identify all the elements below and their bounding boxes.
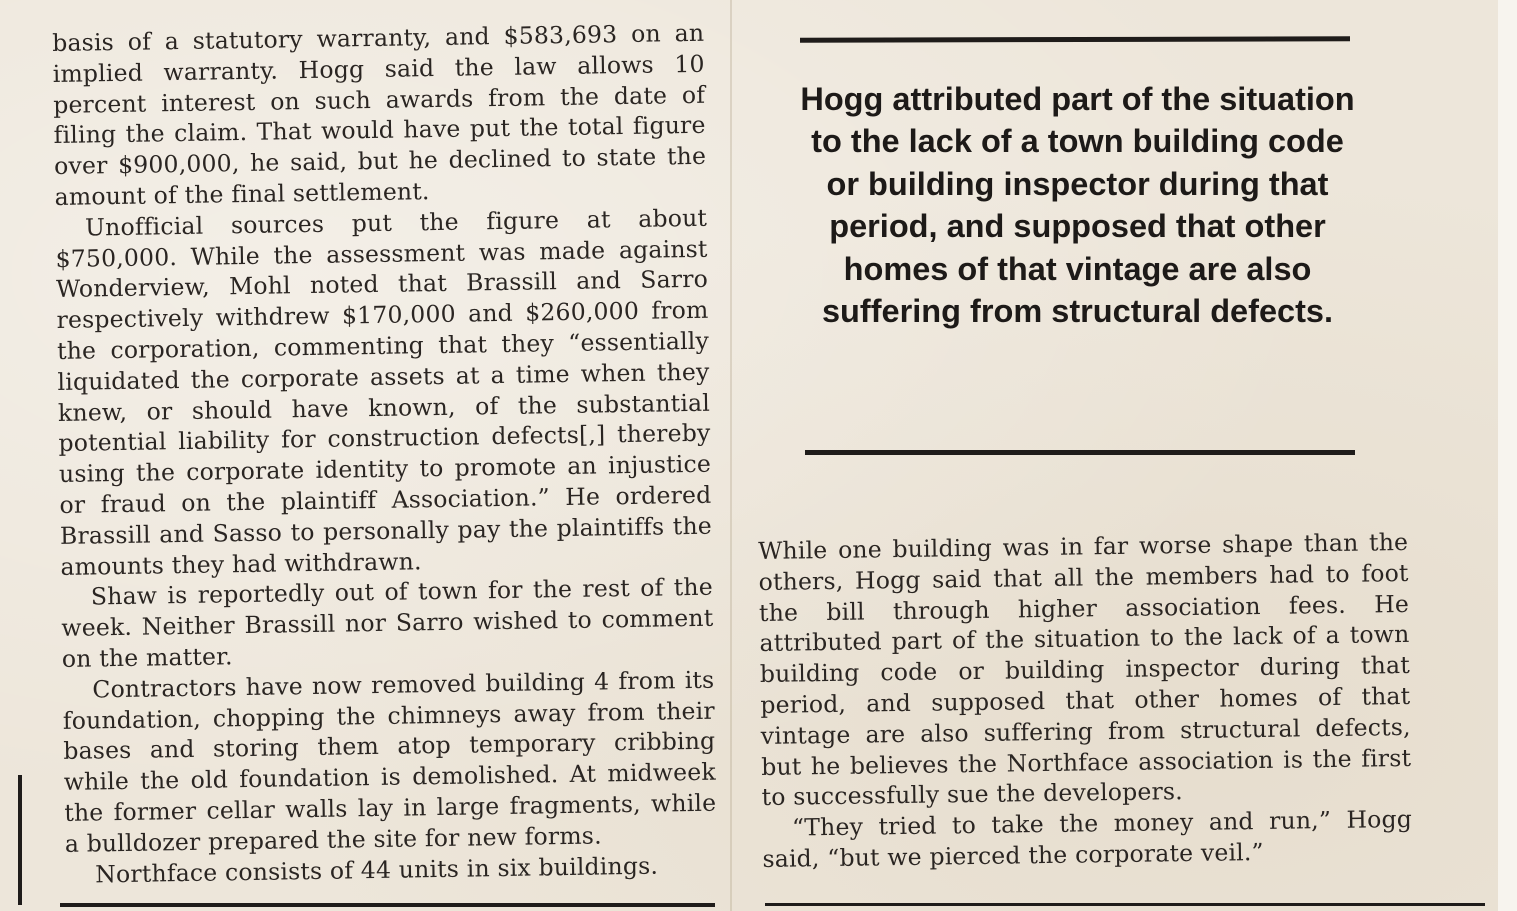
- article-paragraph: While one building was in far worse shape than the others, Hogg said that all the members had to foot the bill through higher association fees. He attributed part of the situation to the lack of a town building code or building inspector during that period, and supposed that other homes of that vintage are also suffering from structural defects, but he believes the Northface association is the first to successfully sue the developers.: [758, 527, 1412, 812]
- column-fold-shadow: [730, 0, 732, 911]
- pull-quote-text: Hogg attributed part of the situation to the lack of a town building code or building inspector during that period, and supposed that other homes of that vintage are also suffering from structural defects.: [800, 81, 1355, 330]
- pull-quote-bottom-rule: [805, 450, 1355, 455]
- right-article-column: [758, 527, 1413, 875]
- article-paragraph: Unofficial sources put the figure at about $750,000. While the assessment was made against Wonderview, Mohl noted that Brassill and Sarro respectively withdrew $170,000 and $260,000 from the corporation, commenting that they “essentially liquidated the corporate assets at a time when they knew, or should have known, of the substantial potential liability for construction defects[,] thereby using the corporate identity to promote an injustice or fraud on the plaintiff Association.” He ordered Brassill and Sasso to personally pay the plaintiffs the amounts they had withdrawn.: [55, 203, 713, 581]
- footer-rule-right: [765, 903, 1485, 906]
- article-paragraph: “They tried to take the money and run,” Hogg said, “but we pierced the corporate veil.”: [762, 805, 1413, 873]
- article-paragraph: Contractors have now removed building 4 from its foundation, chopping the chimneys away from their bases and storing them atop temporary cribbing while the old foundation is demolished. At midweek the former cellar walls lay in large fragments, while a bulldozer prepared the site for new forms.: [62, 665, 717, 858]
- article-paragraph: basis of a statutory warranty, and $583,693 on an implied warranty. Hogg said the law allows 10 percent interest on such awards from the date of filing the claim. That would have put the total figure over $900,000, he said, but he declined to state the amount of the final settlement.: [52, 18, 707, 211]
- pull-quote-top-rule: [800, 36, 1350, 42]
- footer-rule-left: [60, 903, 715, 907]
- left-article-column: [52, 18, 717, 890]
- clipping-cut-edge: [1498, 0, 1517, 911]
- article-paragraph: Shaw is reportedly out of town for the rest of the week. Neither Brassill nor Sarro wished to comment on the matter.: [61, 573, 714, 673]
- pull-quote: [795, 78, 1360, 332]
- column-margin-bar: [18, 775, 22, 905]
- article-paragraph: Northface consists of 44 units in six buildings.: [95, 851, 659, 888]
